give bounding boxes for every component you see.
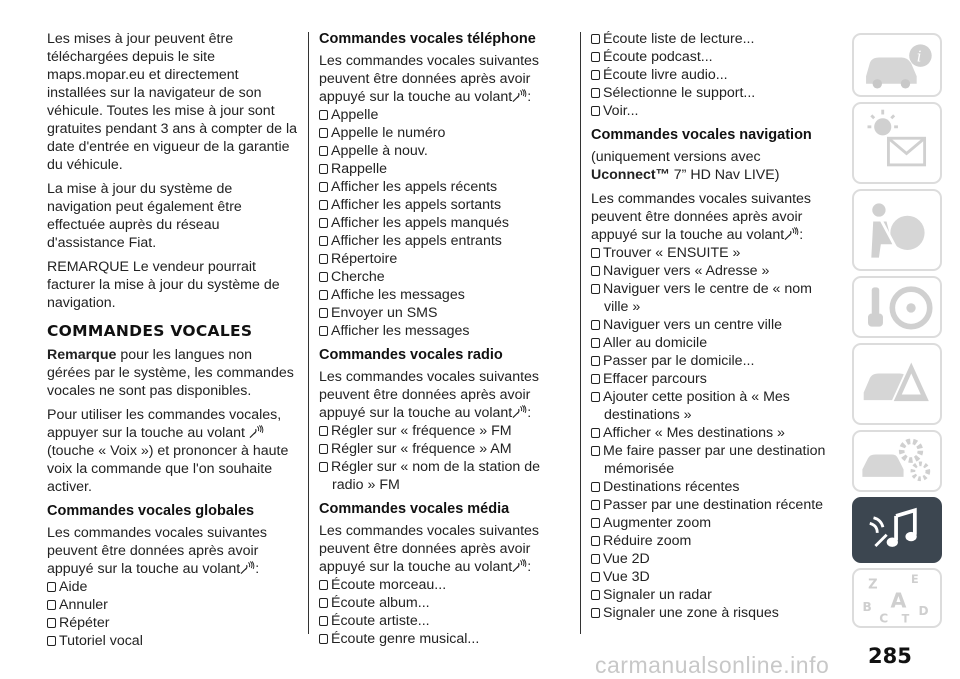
checkbox-bullet-icon bbox=[591, 446, 600, 456]
nav-intro-text: Les commandes vocales suivantes peuvent être données après avoir appuyé sur la touche au volant bbox=[591, 191, 812, 243]
list-item-text: Appelle à nouv. bbox=[331, 143, 428, 159]
tab-multimedia[interactable] bbox=[852, 497, 942, 563]
list-item-text: Répéter bbox=[59, 615, 110, 631]
list-item-text: Destinations récentes bbox=[603, 479, 740, 495]
checkbox-bullet-icon bbox=[591, 320, 600, 330]
list-item-text: Affiche les messages bbox=[331, 287, 465, 303]
checkbox-bullet-icon bbox=[591, 356, 600, 366]
column-2 bbox=[319, 30, 551, 653]
list-item bbox=[319, 124, 551, 142]
paragraph-phone-intro bbox=[319, 52, 551, 106]
nav-note-a: (uniquement versions avec bbox=[591, 149, 761, 165]
tab-starting-driving[interactable] bbox=[852, 276, 942, 338]
nav-note-b: 7” HD Nav LIVE) bbox=[673, 167, 780, 183]
phone-commands-list bbox=[319, 106, 551, 340]
list-item bbox=[319, 612, 551, 630]
checkbox-bullet-icon bbox=[319, 580, 328, 590]
multimedia-icon bbox=[854, 499, 940, 561]
list-item-text: Appelle bbox=[331, 107, 379, 123]
voice-key-icon bbox=[249, 425, 264, 439]
list-item bbox=[591, 442, 829, 478]
list-item bbox=[591, 532, 829, 550]
list-item-text: Écoute liste de lecture... bbox=[603, 31, 755, 47]
index-letter: B bbox=[862, 600, 872, 615]
global-intro-text: Les commandes vocales suivantes peuvent être données après avoir appuyé sur la touche au volant bbox=[47, 525, 268, 577]
list-item-text: Vue 3D bbox=[603, 569, 650, 585]
list-item bbox=[319, 458, 551, 494]
list-item-text: Appelle le numéro bbox=[331, 125, 446, 141]
list-item-text: Répertoire bbox=[331, 251, 398, 267]
index-letter: Z bbox=[868, 577, 878, 593]
checkbox-bullet-icon bbox=[319, 426, 328, 436]
tab-index[interactable] bbox=[852, 568, 942, 628]
voice-key-icon bbox=[240, 561, 255, 575]
list-item bbox=[591, 30, 829, 48]
checkbox-bullet-icon bbox=[319, 290, 328, 300]
checkbox-bullet-icon bbox=[591, 338, 600, 348]
list-item-text: Écoute artiste... bbox=[331, 613, 430, 629]
list-item bbox=[319, 178, 551, 196]
paragraph-media-intro bbox=[319, 522, 551, 576]
tab-emergency[interactable] bbox=[852, 343, 942, 425]
checkbox-bullet-icon bbox=[319, 462, 328, 472]
list-item-text: Annuler bbox=[59, 597, 108, 613]
section-heading-voice-commands: COMMANDES VOCALES bbox=[47, 322, 253, 340]
heading-media-commands: Commandes vocales média bbox=[319, 501, 510, 517]
list-item-text: Aide bbox=[59, 579, 88, 595]
checkbox-bullet-icon bbox=[47, 636, 56, 646]
checkbox-bullet-icon bbox=[591, 518, 600, 528]
list-item-text: Afficher les appels sortants bbox=[331, 197, 502, 213]
list-item-text: Afficher les appels entrants bbox=[331, 233, 502, 249]
list-item bbox=[319, 106, 551, 124]
list-item bbox=[319, 232, 551, 250]
page-number: 285 bbox=[868, 644, 912, 668]
list-item bbox=[591, 352, 829, 370]
checkbox-bullet-icon bbox=[591, 374, 600, 384]
list-item bbox=[591, 334, 829, 352]
list-item-text: Écoute podcast... bbox=[603, 49, 713, 65]
checkbox-bullet-icon bbox=[591, 106, 600, 116]
warning-lights-icon bbox=[854, 104, 940, 182]
voice-key-icon bbox=[512, 559, 527, 573]
list-item bbox=[319, 196, 551, 214]
checkbox-bullet-icon bbox=[47, 600, 56, 610]
list-item bbox=[591, 316, 829, 334]
tab-safety[interactable] bbox=[852, 189, 942, 271]
list-item bbox=[591, 66, 829, 84]
media-commands-list bbox=[319, 576, 551, 648]
index-letter: D bbox=[918, 603, 929, 618]
navigation-commands-list bbox=[591, 244, 829, 622]
list-item-text: Régler sur « fréquence » AM bbox=[331, 441, 512, 457]
checkbox-bullet-icon bbox=[591, 52, 600, 62]
list-item-text: Écoute genre musical... bbox=[331, 631, 480, 647]
voice-key-icon bbox=[512, 405, 527, 419]
colon: : bbox=[799, 227, 804, 243]
checkbox-bullet-icon bbox=[319, 326, 328, 336]
list-item bbox=[591, 84, 829, 102]
list-item bbox=[319, 576, 551, 594]
list-item-text: Envoyer un SMS bbox=[331, 305, 438, 321]
checkbox-bullet-icon bbox=[47, 618, 56, 628]
list-item bbox=[319, 630, 551, 648]
paragraph-radio-intro bbox=[319, 368, 551, 422]
checkbox-bullet-icon bbox=[591, 428, 600, 438]
heading-global-commands: Commandes vocales globales bbox=[47, 503, 255, 519]
media-commands-list-continued bbox=[591, 30, 829, 120]
list-item bbox=[591, 244, 829, 262]
colon: : bbox=[527, 405, 532, 421]
checkbox-bullet-icon bbox=[591, 536, 600, 546]
checkbox-bullet-icon bbox=[319, 616, 328, 626]
heading-navigation-commands: Commandes vocales navigation bbox=[591, 127, 812, 143]
list-item-text: Cherche bbox=[331, 269, 385, 285]
list-item-text: Passer par le domicile... bbox=[603, 353, 755, 369]
checkbox-bullet-icon bbox=[591, 500, 600, 510]
media-intro-text: Les commandes vocales suivantes peuvent être données après avoir appuyé sur la touche au volant bbox=[319, 523, 540, 575]
usage-text-a: Pour utiliser les commandes vocales, appuyer sur la touche au volant bbox=[47, 407, 282, 441]
phone-intro-text: Les commandes vocales suivantes peuvent être données après avoir appuyé sur la touche au volant bbox=[319, 53, 540, 105]
list-item bbox=[319, 422, 551, 440]
colon: : bbox=[527, 559, 532, 575]
list-item-text: Aller au domicile bbox=[603, 335, 708, 351]
list-item-text: Signaler une zone à risques bbox=[603, 605, 779, 621]
checkbox-bullet-icon bbox=[591, 608, 600, 618]
list-item bbox=[591, 604, 829, 622]
column-1 bbox=[47, 30, 299, 655]
list-item-text: Écoute livre audio... bbox=[603, 67, 728, 83]
list-item-text: Réduire zoom bbox=[603, 533, 692, 549]
car-info-icon bbox=[854, 35, 940, 95]
checkbox-bullet-icon bbox=[319, 444, 328, 454]
checkbox-bullet-icon bbox=[319, 254, 328, 264]
list-item bbox=[591, 514, 829, 532]
voice-key-icon bbox=[784, 227, 799, 241]
list-item bbox=[591, 262, 829, 280]
list-item-text: Rappelle bbox=[331, 161, 388, 177]
checkbox-bullet-icon bbox=[319, 308, 328, 318]
paragraph-nav-note bbox=[591, 148, 829, 184]
checkbox-bullet-icon bbox=[319, 218, 328, 228]
list-item-text: Naviguer vers « Adresse » bbox=[603, 263, 770, 279]
list-item-text: Sélectionne le support... bbox=[603, 85, 756, 101]
list-item-text: Signaler un radar bbox=[603, 587, 712, 603]
checkbox-bullet-icon bbox=[591, 88, 600, 98]
list-item-text: Effacer parcours bbox=[603, 371, 707, 387]
maintenance-gears-icon bbox=[854, 432, 940, 490]
checkbox-bullet-icon bbox=[319, 598, 328, 608]
list-item-text: Écoute morceau... bbox=[331, 577, 447, 593]
list-item-text: Vue 2D bbox=[603, 551, 650, 567]
index-letter: E bbox=[911, 573, 919, 587]
list-item bbox=[591, 478, 829, 496]
radio-intro-text: Les commandes vocales suivantes peuvent être données après avoir appuyé sur la touche au volant bbox=[319, 369, 540, 421]
checkbox-bullet-icon bbox=[319, 110, 328, 120]
tab-warning-lights[interactable] bbox=[852, 102, 942, 184]
list-item-text: Voir... bbox=[603, 103, 639, 119]
paragraph-nav-intro bbox=[591, 190, 829, 244]
list-item bbox=[319, 250, 551, 268]
list-item-text: Passer par une destination récente bbox=[603, 497, 824, 513]
list-item-text: Régler sur « fréquence » FM bbox=[331, 423, 512, 439]
checkbox-bullet-icon bbox=[319, 272, 328, 282]
list-item-text: Afficher les appels manqués bbox=[331, 215, 509, 231]
checkbox-bullet-icon bbox=[319, 182, 328, 192]
list-item bbox=[47, 596, 299, 614]
list-item-text: Trouver « ENSUITE » bbox=[603, 245, 741, 261]
voice-key-icon bbox=[512, 89, 527, 103]
breakdown-triangle-icon bbox=[854, 345, 940, 423]
list-item bbox=[591, 370, 829, 388]
list-item bbox=[591, 48, 829, 66]
list-item bbox=[319, 440, 551, 458]
checkbox-bullet-icon bbox=[319, 200, 328, 210]
list-item-text: Régler sur « nom de la station de radio » FM bbox=[331, 459, 540, 493]
list-item-text: Naviguer vers un centre ville bbox=[603, 317, 782, 333]
list-item-text: Naviguer vers le centre de « nom ville » bbox=[603, 281, 812, 315]
index-letter: T bbox=[901, 612, 910, 626]
list-item bbox=[319, 268, 551, 286]
paragraph-remark: REMARQUE Le vendeur pourrait facturer la mise à jour du système de navigation. bbox=[47, 259, 280, 311]
list-item bbox=[591, 424, 829, 442]
paragraph-language-note bbox=[47, 346, 299, 400]
list-item bbox=[319, 304, 551, 322]
colon: : bbox=[255, 561, 260, 577]
paragraph-dealer-update: La mise à jour du système de navigation peut également être effectuée auprès du réseau d'assistance Fiat. bbox=[47, 181, 242, 251]
list-item bbox=[591, 102, 829, 120]
checkbox-bullet-icon bbox=[319, 164, 328, 174]
list-item bbox=[319, 286, 551, 304]
tab-maintenance[interactable] bbox=[852, 430, 942, 492]
checkbox-bullet-icon bbox=[591, 248, 600, 258]
key-steering-wheel-icon bbox=[854, 278, 940, 336]
checkbox-bullet-icon bbox=[591, 392, 600, 402]
checkbox-bullet-icon bbox=[591, 482, 600, 492]
paragraph-usage bbox=[47, 406, 299, 496]
list-item-text: Me faire passer par une destination mémorisée bbox=[603, 443, 826, 477]
checkbox-bullet-icon bbox=[319, 128, 328, 138]
list-item-text: Tutoriel vocal bbox=[59, 633, 143, 649]
column-3 bbox=[591, 30, 829, 627]
list-item-text: Afficher les messages bbox=[331, 323, 470, 339]
list-item bbox=[591, 388, 829, 424]
checkbox-bullet-icon bbox=[319, 146, 328, 156]
list-item-text: Afficher les appels récents bbox=[331, 179, 498, 195]
list-item bbox=[47, 578, 299, 596]
list-item bbox=[591, 550, 829, 568]
column-divider bbox=[580, 32, 581, 634]
list-item bbox=[319, 142, 551, 160]
tab-car-info[interactable] bbox=[852, 33, 942, 97]
svg-text:i: i bbox=[916, 47, 922, 66]
list-item bbox=[591, 586, 829, 604]
colon: : bbox=[527, 89, 532, 105]
list-item-text: Afficher « Mes destinations » bbox=[603, 425, 785, 441]
checkbox-bullet-icon bbox=[591, 284, 600, 294]
global-commands-list bbox=[47, 578, 299, 650]
remark-label: Remarque bbox=[47, 347, 117, 363]
list-item bbox=[591, 280, 829, 316]
heading-radio-commands: Commandes vocales radio bbox=[319, 347, 503, 363]
nav-note-brand: Uconnect™ bbox=[591, 167, 670, 183]
list-item bbox=[47, 632, 299, 650]
list-item bbox=[591, 568, 829, 586]
paragraph-updates: Les mises à jour peuvent être téléchargées depuis le site maps.mopar.eu et directement installées sur la navigateur de son véhicule. Toutes les mise à jour sont gratuites pendant 3 ans à compter de la date d'entrée en vigueur de la garantie du véhicule. bbox=[47, 31, 298, 173]
list-item-text: Ajouter cette position à « Mes destinations » bbox=[603, 389, 790, 423]
remark-text: pour les langues non gérées par le système, les commandes vocales ne sont pas disponibles. bbox=[47, 347, 294, 399]
alphabetical-index-icon bbox=[854, 570, 940, 626]
checkbox-bullet-icon bbox=[591, 554, 600, 564]
heading-phone-commands: Commandes vocales téléphone bbox=[319, 31, 536, 47]
list-item bbox=[319, 594, 551, 612]
usage-text-b: (touche « Voix ») et prononcer à haute voix la commande que l'on souhaite activer. bbox=[47, 443, 289, 495]
watermark: carmanualsonline.info bbox=[595, 652, 830, 678]
column-divider bbox=[308, 32, 309, 634]
checkbox-bullet-icon bbox=[319, 634, 328, 644]
checkbox-bullet-icon bbox=[47, 582, 56, 592]
checkbox-bullet-icon bbox=[591, 34, 600, 44]
list-item bbox=[47, 614, 299, 632]
checkbox-bullet-icon bbox=[591, 266, 600, 276]
checkbox-bullet-icon bbox=[591, 572, 600, 582]
list-item bbox=[319, 160, 551, 178]
list-item-text: Écoute album... bbox=[331, 595, 430, 611]
list-item bbox=[591, 496, 829, 514]
seat-belt-airbag-icon bbox=[854, 191, 940, 269]
list-item bbox=[319, 322, 551, 340]
checkbox-bullet-icon bbox=[591, 70, 600, 80]
checkbox-bullet-icon bbox=[591, 590, 600, 600]
checkbox-bullet-icon bbox=[319, 236, 328, 246]
index-letter: C bbox=[879, 611, 889, 626]
list-item bbox=[319, 214, 551, 232]
paragraph-global-intro bbox=[47, 524, 299, 578]
radio-commands-list bbox=[319, 422, 551, 494]
index-letter: A bbox=[890, 588, 907, 613]
list-item-text: Augmenter zoom bbox=[603, 515, 712, 531]
